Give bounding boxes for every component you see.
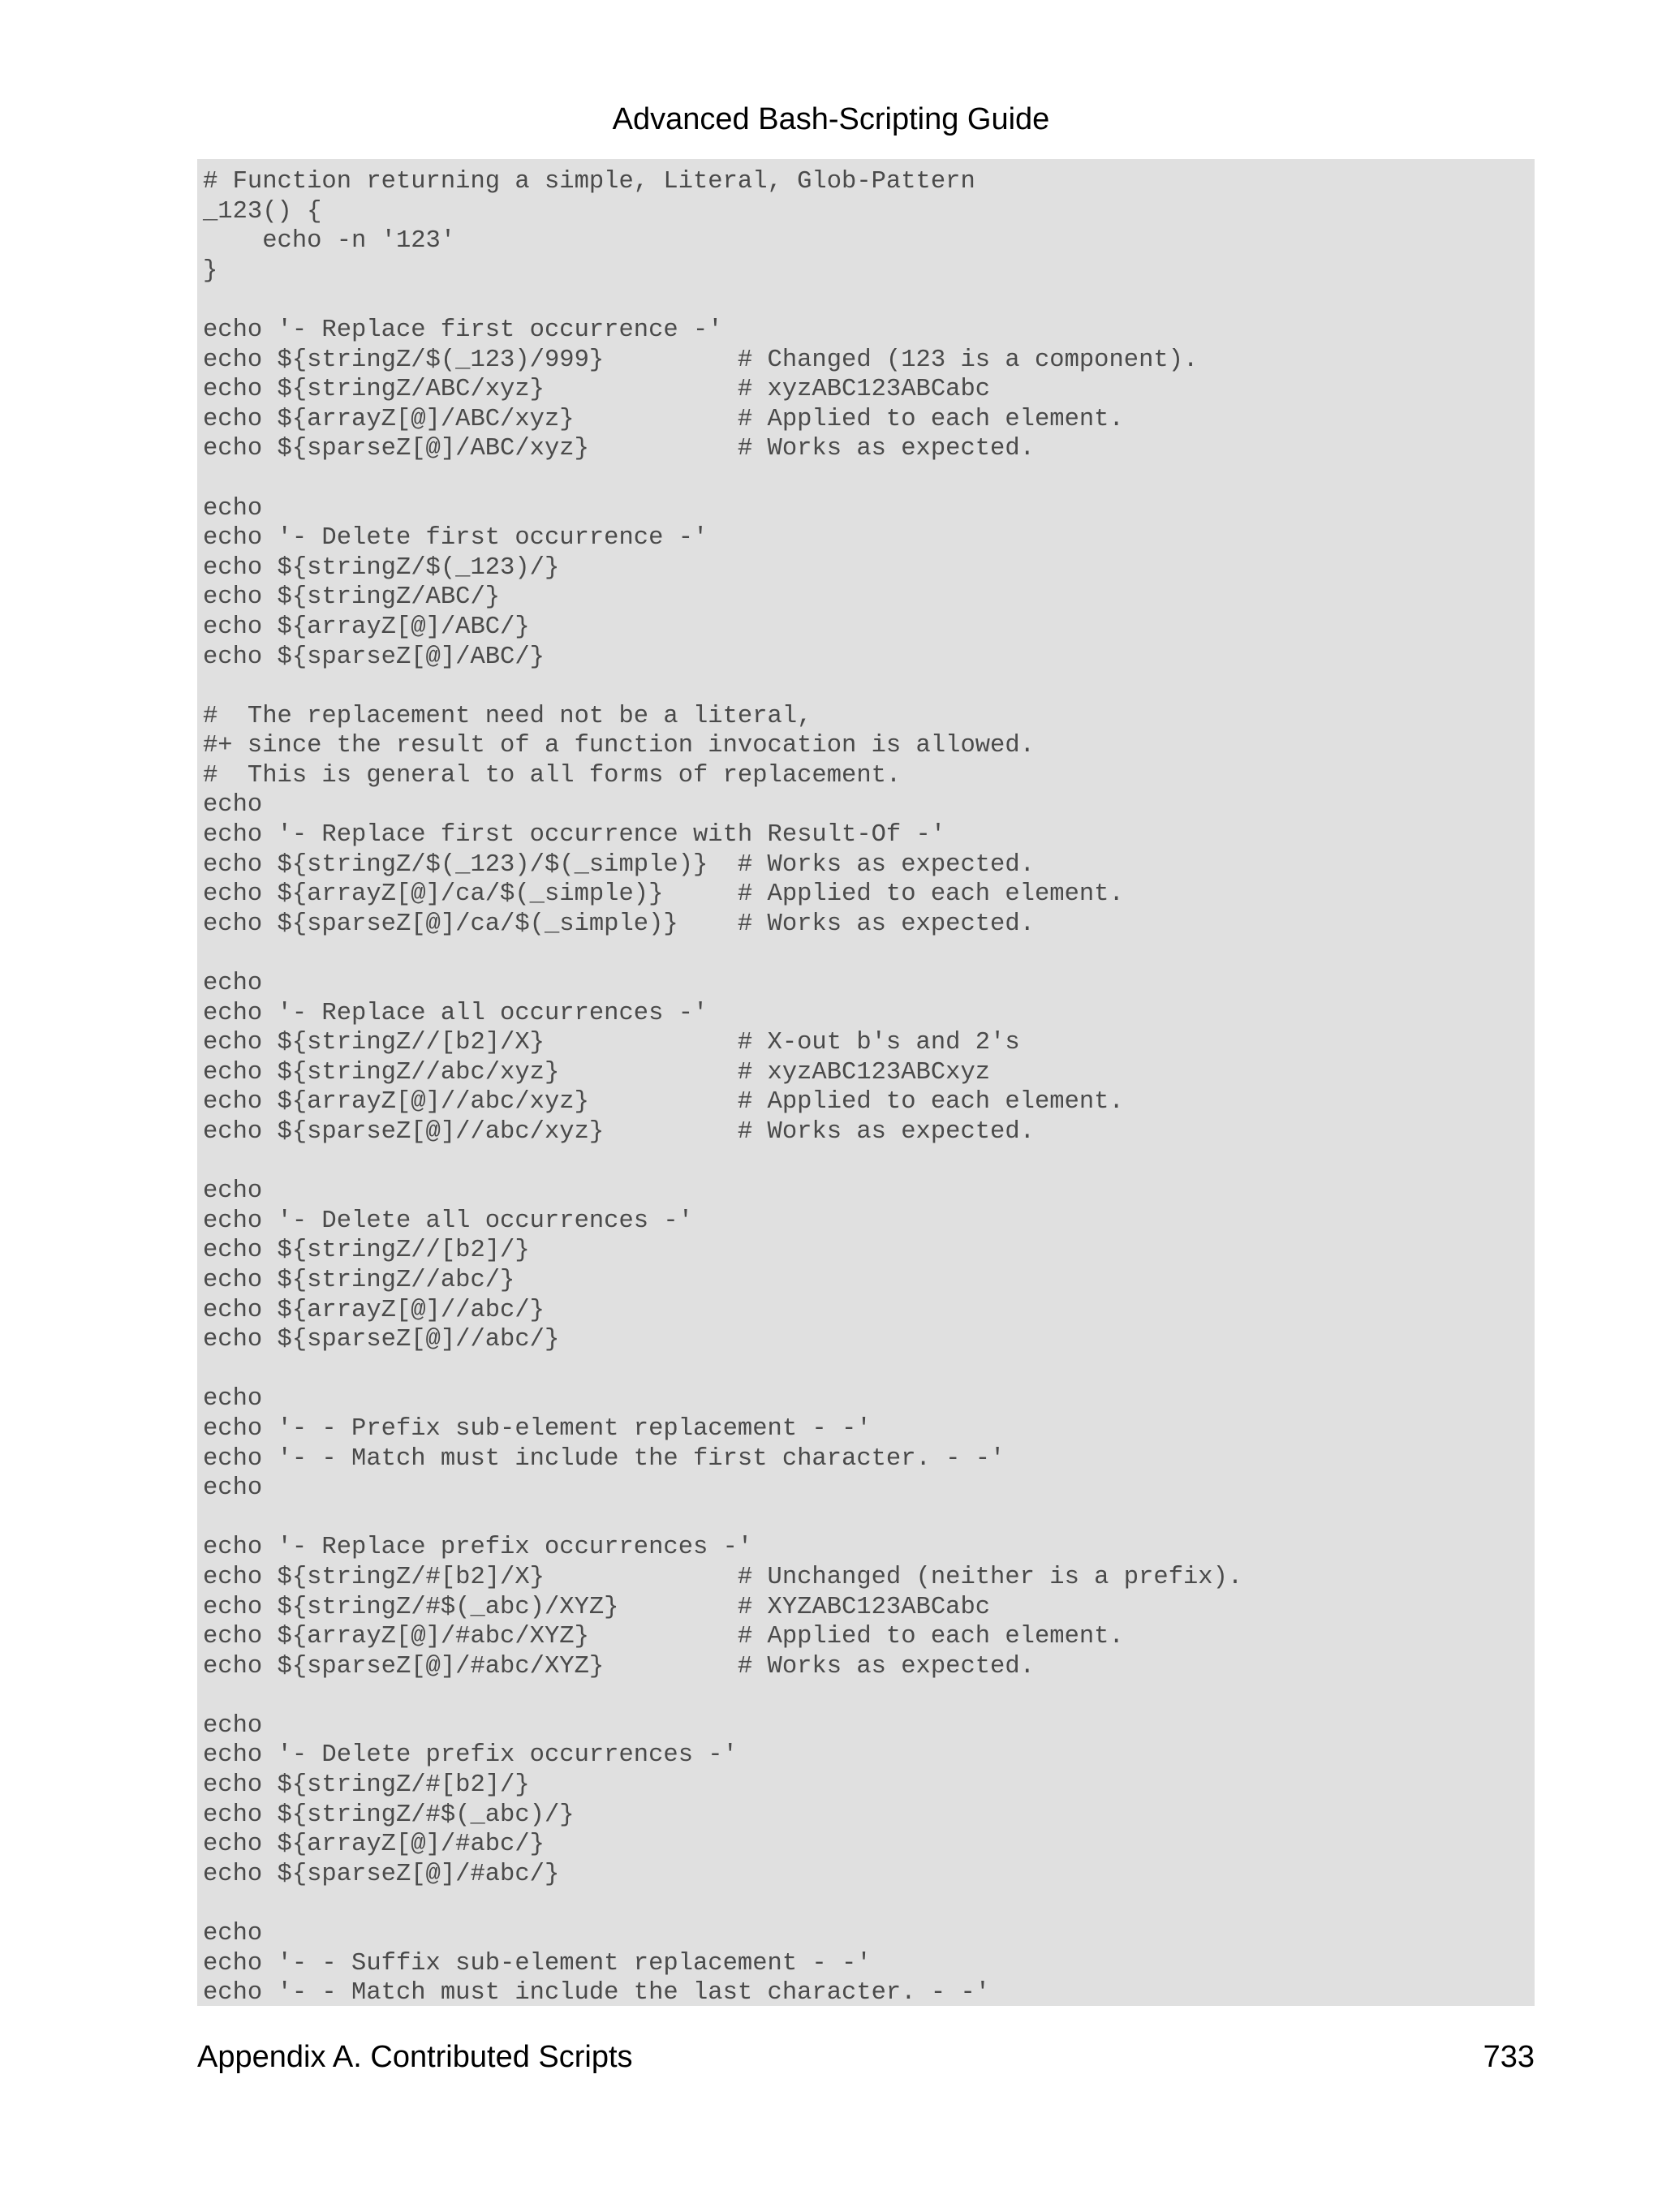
code-line: echo ${stringZ//abc/} (203, 1266, 515, 1294)
code-line: echo ${arrayZ[@]/ABC/xyz} # Applied to each element. (203, 405, 1124, 433)
code-line: echo ${arrayZ[@]//abc/} (203, 1296, 545, 1324)
code-line: echo ${stringZ/ABC/xyz} # xyzABC123ABCabc (203, 376, 991, 404)
code-line: _123() { (203, 197, 322, 226)
code-line: echo ${arrayZ[@]/ABC/} (203, 613, 530, 641)
code-line: echo '- - Suffix sub-element replacement - -' (203, 1949, 872, 1977)
code-line: echo '- Delete prefix occurrences -' (203, 1741, 738, 1770)
code-line: echo '- - Prefix sub-element replacement - -' (203, 1414, 872, 1443)
code-line: echo '- - Match must include the last character. - -' (203, 1979, 991, 2006)
code-line: echo ${sparseZ[@]/ABC/} (203, 643, 545, 671)
code-line: #+ since the result of a function invocation is allowed. (203, 732, 1035, 760)
code-line: echo ${stringZ/ABC/} (203, 583, 501, 612)
code-line: echo ${stringZ/#[b2]/} (203, 1771, 530, 1800)
code-line: echo ${sparseZ[@]//abc/xyz} # Works as expected. (203, 1118, 1035, 1146)
code-line: echo (203, 1920, 263, 1948)
code-line: echo '- - Match must include the first character. - -' (203, 1444, 1005, 1473)
code-line (203, 464, 1535, 494)
code-line: echo ${sparseZ[@]/ca/$(_simple)} # Works as expected. (203, 910, 1035, 938)
code-line: echo ${stringZ/#[b2]/X} # Unchanged (neither is a prefix). (203, 1563, 1243, 1591)
code-line: echo '- Replace prefix occurrences -' (203, 1534, 753, 1562)
code-line: echo '- Replace first occurrence -' (203, 316, 723, 344)
code-line (203, 1504, 1535, 1534)
code-line: echo ${stringZ//[b2]/X} # X-out b's and 2's (203, 1029, 1020, 1057)
code-line: echo ${stringZ/$(_123)/$(_simple)} # Works as expected. (203, 850, 1035, 879)
code-line: echo ${stringZ/#$(_abc)/XYZ} # XYZABC123ABCabc (203, 1593, 991, 1621)
code-line: echo '- Replace all occurrences -' (203, 999, 708, 1027)
code-line: echo -n '123' (203, 227, 456, 256)
code-line: echo ${stringZ/#$(_abc)/} (203, 1801, 575, 1829)
code-line: # Function returning a simple, Literal, Glob-Pattern (203, 168, 975, 196)
code-line (203, 1681, 1535, 1711)
code-line: echo ${arrayZ[@]/#abc/} (203, 1831, 545, 1859)
code-line: echo ${arrayZ[@]/ca/$(_simple)} # Applied to each element. (203, 880, 1124, 909)
code-line: echo (203, 1385, 263, 1414)
page-header-title: Advanced Bash-Scripting Guide (612, 102, 1050, 136)
code-line (203, 1147, 1535, 1177)
code-line: # The replacement need not be a literal, (203, 702, 812, 730)
code-line: echo (203, 494, 263, 523)
code-line: echo ${stringZ/$(_123)/} (203, 553, 560, 582)
code-line: echo ${stringZ//abc/xyz} # xyzABC123ABCxyz (203, 1058, 991, 1087)
code-line: echo (203, 791, 263, 820)
footer-page-number: 733 (1483, 2040, 1535, 2074)
code-line (203, 1355, 1535, 1385)
code-line: echo (203, 1177, 263, 1206)
code-line (203, 286, 1535, 316)
code-line: echo ${sparseZ[@]/#abc/XYZ} # Works as expected. (203, 1652, 1035, 1681)
code-line: echo ${sparseZ[@]/ABC/xyz} # Works as expected. (203, 435, 1035, 463)
code-line: echo ${arrayZ[@]//abc/xyz} # Applied to each element. (203, 1088, 1124, 1117)
code-line: echo ${sparseZ[@]//abc/} (203, 1326, 560, 1354)
code-line: } (203, 256, 218, 285)
code-line (203, 939, 1535, 969)
code-line: echo ${sparseZ[@]/#abc/} (203, 1860, 560, 1888)
code-line: echo ${arrayZ[@]/#abc/XYZ} # Applied to each element. (203, 1623, 1124, 1651)
code-line: echo ${stringZ//[b2]/} (203, 1237, 530, 1265)
code-block (197, 159, 1535, 2006)
code-line: echo '- Delete all occurrences -' (203, 1207, 693, 1235)
code-line: echo '- Replace first occurrence with Result-Of -' (203, 821, 946, 850)
code-line: echo (203, 1711, 263, 1740)
footer-section-title: Appendix A. Contributed Scripts (197, 2040, 633, 2074)
code-line (203, 1889, 1535, 1919)
code-line: echo (203, 970, 263, 998)
code-line (203, 672, 1535, 702)
code-line: echo ${stringZ/$(_123)/999} # Changed (123 is a component). (203, 346, 1199, 374)
code-line: echo '- Delete first occurrence -' (203, 524, 708, 553)
code-line: echo (203, 1474, 263, 1503)
code-line: # This is general to all forms of replacement. (203, 761, 902, 790)
